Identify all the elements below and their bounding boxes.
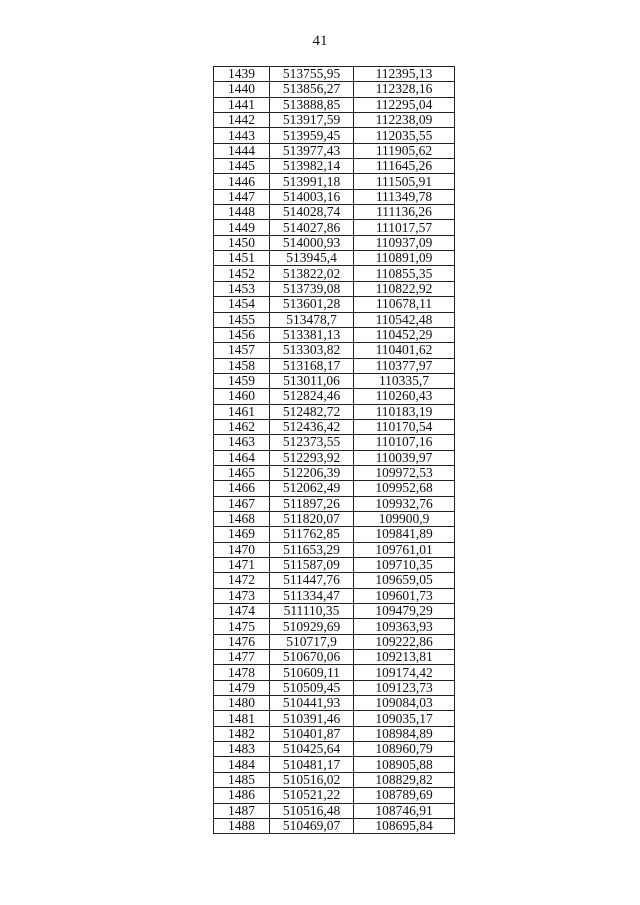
y-coordinate-cell: 109084,03	[354, 696, 455, 711]
point-number-cell: 1487	[214, 803, 270, 818]
y-coordinate-cell: 109841,89	[354, 527, 455, 542]
y-coordinate-cell: 110891,09	[354, 251, 455, 266]
table-row	[214, 496, 455, 511]
y-coordinate-cell: 109363,93	[354, 619, 455, 634]
point-number-cell: 1443	[214, 128, 270, 143]
table-row	[214, 373, 455, 388]
y-coordinate-cell: 110678,11	[354, 297, 455, 312]
table-row	[214, 358, 455, 373]
y-coordinate-cell: 110452,29	[354, 327, 455, 342]
y-coordinate-cell: 112238,09	[354, 113, 455, 128]
x-coordinate-cell: 511820,07	[270, 511, 354, 526]
y-coordinate-cell: 108829,82	[354, 772, 455, 787]
table-row	[214, 450, 455, 465]
y-coordinate-cell: 108905,88	[354, 757, 455, 772]
table-row	[214, 803, 455, 818]
point-number-cell: 1460	[214, 389, 270, 404]
y-coordinate-cell: 109479,29	[354, 604, 455, 619]
x-coordinate-cell: 510516,48	[270, 803, 354, 818]
x-coordinate-cell: 513822,02	[270, 266, 354, 281]
table-row	[214, 343, 455, 358]
x-coordinate-cell: 512206,39	[270, 465, 354, 480]
x-coordinate-cell: 510401,87	[270, 726, 354, 741]
y-coordinate-cell: 108789,69	[354, 788, 455, 803]
table-row	[214, 297, 455, 312]
point-number-cell: 1449	[214, 220, 270, 235]
table-row	[214, 788, 455, 803]
table-row	[214, 205, 455, 220]
y-coordinate-cell: 109601,73	[354, 588, 455, 603]
point-number-cell: 1468	[214, 511, 270, 526]
x-coordinate-cell: 510521,22	[270, 788, 354, 803]
point-number-cell: 1472	[214, 573, 270, 588]
x-coordinate-cell: 511110,35	[270, 604, 354, 619]
x-coordinate-cell: 513917,59	[270, 113, 354, 128]
y-coordinate-cell: 109932,76	[354, 496, 455, 511]
x-coordinate-cell: 513982,14	[270, 159, 354, 174]
x-coordinate-cell: 513303,82	[270, 343, 354, 358]
x-coordinate-cell: 513478,7	[270, 312, 354, 327]
table-row	[214, 419, 455, 434]
table-row	[214, 327, 455, 342]
point-number-cell: 1462	[214, 419, 270, 434]
y-coordinate-cell: 110822,92	[354, 281, 455, 296]
point-number-cell: 1456	[214, 327, 270, 342]
point-number-cell: 1465	[214, 465, 270, 480]
table-row	[214, 527, 455, 542]
x-coordinate-cell: 510425,64	[270, 742, 354, 757]
x-coordinate-cell: 513601,28	[270, 297, 354, 312]
table-row	[214, 312, 455, 327]
y-coordinate-cell: 112395,13	[354, 67, 455, 82]
table-row	[214, 266, 455, 281]
y-coordinate-cell: 108695,84	[354, 818, 455, 833]
x-coordinate-cell: 513991,18	[270, 174, 354, 189]
table-row	[214, 128, 455, 143]
x-coordinate-cell: 514003,16	[270, 189, 354, 204]
table-row	[214, 558, 455, 573]
y-coordinate-cell: 111905,62	[354, 143, 455, 158]
point-number-cell: 1446	[214, 174, 270, 189]
y-coordinate-cell: 108984,89	[354, 726, 455, 741]
x-coordinate-cell: 510481,17	[270, 757, 354, 772]
x-coordinate-cell: 513011,06	[270, 373, 354, 388]
coordinates-table	[213, 66, 455, 834]
x-coordinate-cell: 510929,69	[270, 619, 354, 634]
y-coordinate-cell: 109710,35	[354, 558, 455, 573]
x-coordinate-cell: 510391,46	[270, 711, 354, 726]
point-number-cell: 1448	[214, 205, 270, 220]
point-number-cell: 1451	[214, 251, 270, 266]
x-coordinate-cell: 513856,27	[270, 82, 354, 97]
y-coordinate-cell: 109213,81	[354, 650, 455, 665]
table-row	[214, 220, 455, 235]
x-coordinate-cell: 512062,49	[270, 481, 354, 496]
x-coordinate-cell: 512436,42	[270, 419, 354, 434]
y-coordinate-cell: 109222,86	[354, 634, 455, 649]
table-row	[214, 511, 455, 526]
point-number-cell: 1473	[214, 588, 270, 603]
table-row	[214, 742, 455, 757]
point-number-cell: 1442	[214, 113, 270, 128]
point-number-cell: 1444	[214, 143, 270, 158]
table-row	[214, 573, 455, 588]
table-row	[214, 757, 455, 772]
table-row	[214, 404, 455, 419]
x-coordinate-cell: 510469,07	[270, 818, 354, 833]
x-coordinate-cell: 513959,45	[270, 128, 354, 143]
point-number-cell: 1488	[214, 818, 270, 833]
table-row	[214, 665, 455, 680]
x-coordinate-cell: 513739,08	[270, 281, 354, 296]
coordinates-table-body	[214, 67, 455, 834]
x-coordinate-cell: 510441,93	[270, 696, 354, 711]
x-coordinate-cell: 513755,95	[270, 67, 354, 82]
point-number-cell: 1458	[214, 358, 270, 373]
y-coordinate-cell: 112295,04	[354, 97, 455, 112]
y-coordinate-cell: 110542,48	[354, 312, 455, 327]
point-number-cell: 1457	[214, 343, 270, 358]
y-coordinate-cell: 111645,26	[354, 159, 455, 174]
y-coordinate-cell: 111136,26	[354, 205, 455, 220]
table-row	[214, 67, 455, 82]
point-number-cell: 1482	[214, 726, 270, 741]
y-coordinate-cell: 108960,79	[354, 742, 455, 757]
point-number-cell: 1467	[214, 496, 270, 511]
table-row	[214, 696, 455, 711]
y-coordinate-cell: 110260,43	[354, 389, 455, 404]
table-row	[214, 604, 455, 619]
table-row	[214, 619, 455, 634]
point-number-cell: 1450	[214, 235, 270, 250]
y-coordinate-cell: 108746,91	[354, 803, 455, 818]
point-number-cell: 1439	[214, 67, 270, 82]
y-coordinate-cell: 110183,19	[354, 404, 455, 419]
point-number-cell: 1445	[214, 159, 270, 174]
y-coordinate-cell: 109761,01	[354, 542, 455, 557]
x-coordinate-cell: 514027,86	[270, 220, 354, 235]
point-number-cell: 1483	[214, 742, 270, 757]
y-coordinate-cell: 109659,05	[354, 573, 455, 588]
table-row	[214, 281, 455, 296]
y-coordinate-cell: 110377,97	[354, 358, 455, 373]
point-number-cell: 1469	[214, 527, 270, 542]
point-number-cell: 1452	[214, 266, 270, 281]
table-row	[214, 481, 455, 496]
table-row	[214, 680, 455, 695]
table-row	[214, 174, 455, 189]
table-row	[214, 542, 455, 557]
y-coordinate-cell: 109174,42	[354, 665, 455, 680]
point-number-cell: 1440	[214, 82, 270, 97]
x-coordinate-cell: 513977,43	[270, 143, 354, 158]
point-number-cell: 1463	[214, 435, 270, 450]
table-row	[214, 389, 455, 404]
y-coordinate-cell: 110039,97	[354, 450, 455, 465]
x-coordinate-cell: 510670,06	[270, 650, 354, 665]
table-row	[214, 726, 455, 741]
x-coordinate-cell: 513945,4	[270, 251, 354, 266]
point-number-cell: 1480	[214, 696, 270, 711]
table-row	[214, 772, 455, 787]
table-row	[214, 159, 455, 174]
table-row	[214, 113, 455, 128]
point-number-cell: 1455	[214, 312, 270, 327]
y-coordinate-cell: 112328,16	[354, 82, 455, 97]
y-coordinate-cell: 109035,17	[354, 711, 455, 726]
point-number-cell: 1485	[214, 772, 270, 787]
x-coordinate-cell: 510509,45	[270, 680, 354, 695]
point-number-cell: 1479	[214, 680, 270, 695]
table-row	[214, 251, 455, 266]
x-coordinate-cell: 511897,26	[270, 496, 354, 511]
x-coordinate-cell: 514028,74	[270, 205, 354, 220]
table-row	[214, 465, 455, 480]
x-coordinate-cell: 511334,47	[270, 588, 354, 603]
table-row	[214, 588, 455, 603]
point-number-cell: 1466	[214, 481, 270, 496]
page-number: 41	[312, 33, 328, 49]
x-coordinate-cell: 512293,92	[270, 450, 354, 465]
y-coordinate-cell: 111017,57	[354, 220, 455, 235]
y-coordinate-cell: 109900,9	[354, 511, 455, 526]
point-number-cell: 1459	[214, 373, 270, 388]
point-number-cell: 1461	[214, 404, 270, 419]
point-number-cell: 1441	[214, 97, 270, 112]
x-coordinate-cell: 510609,11	[270, 665, 354, 680]
table-row	[214, 143, 455, 158]
y-coordinate-cell: 111505,91	[354, 174, 455, 189]
x-coordinate-cell: 511447,76	[270, 573, 354, 588]
point-number-cell: 1486	[214, 788, 270, 803]
y-coordinate-cell: 110170,54	[354, 419, 455, 434]
x-coordinate-cell: 514000,93	[270, 235, 354, 250]
x-coordinate-cell: 511762,85	[270, 527, 354, 542]
point-number-cell: 1477	[214, 650, 270, 665]
table-row	[214, 189, 455, 204]
point-number-cell: 1453	[214, 281, 270, 296]
point-number-cell: 1464	[214, 450, 270, 465]
y-coordinate-cell: 110855,35	[354, 266, 455, 281]
point-number-cell: 1478	[214, 665, 270, 680]
x-coordinate-cell: 513381,13	[270, 327, 354, 342]
x-coordinate-cell: 511653,29	[270, 542, 354, 557]
table-row	[214, 82, 455, 97]
x-coordinate-cell: 511587,09	[270, 558, 354, 573]
y-coordinate-cell: 109972,53	[354, 465, 455, 480]
point-number-cell: 1475	[214, 619, 270, 634]
table-row	[214, 818, 455, 833]
x-coordinate-cell: 513888,85	[270, 97, 354, 112]
table-row	[214, 97, 455, 112]
y-coordinate-cell: 110937,09	[354, 235, 455, 250]
y-coordinate-cell: 110401,62	[354, 343, 455, 358]
table-row	[214, 235, 455, 250]
y-coordinate-cell: 111349,78	[354, 189, 455, 204]
point-number-cell: 1474	[214, 604, 270, 619]
x-coordinate-cell: 512373,55	[270, 435, 354, 450]
table-row	[214, 711, 455, 726]
point-number-cell: 1481	[214, 711, 270, 726]
point-number-cell: 1454	[214, 297, 270, 312]
table-row	[214, 435, 455, 450]
point-number-cell: 1476	[214, 634, 270, 649]
y-coordinate-cell: 110107,16	[354, 435, 455, 450]
table-row	[214, 634, 455, 649]
y-coordinate-cell: 109123,73	[354, 680, 455, 695]
x-coordinate-cell: 510717,9	[270, 634, 354, 649]
point-number-cell: 1470	[214, 542, 270, 557]
y-coordinate-cell: 110335,7	[354, 373, 455, 388]
point-number-cell: 1447	[214, 189, 270, 204]
x-coordinate-cell: 510516,02	[270, 772, 354, 787]
table-row	[214, 650, 455, 665]
y-coordinate-cell: 112035,55	[354, 128, 455, 143]
x-coordinate-cell: 512482,72	[270, 404, 354, 419]
point-number-cell: 1484	[214, 757, 270, 772]
x-coordinate-cell: 512824,46	[270, 389, 354, 404]
point-number-cell: 1471	[214, 558, 270, 573]
x-coordinate-cell: 513168,17	[270, 358, 354, 373]
y-coordinate-cell: 109952,68	[354, 481, 455, 496]
